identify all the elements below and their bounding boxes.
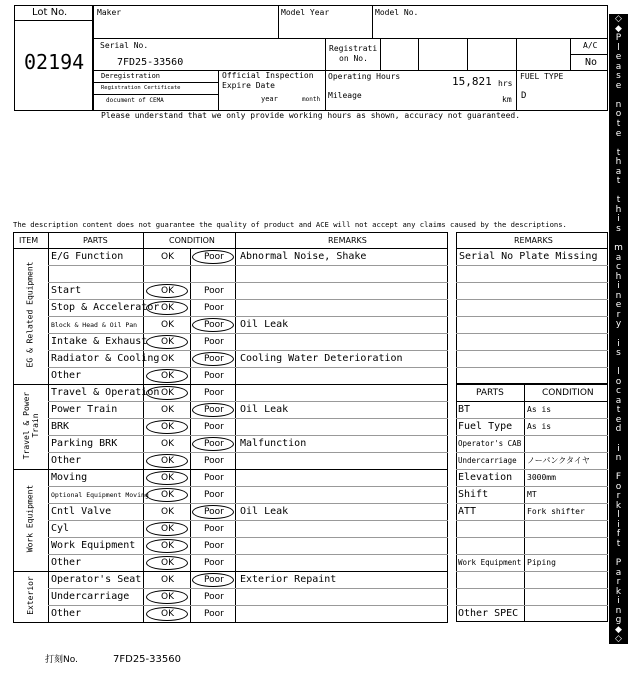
row-part: Block & Head & Oil Pan bbox=[51, 321, 138, 329]
condition-poor: Poor bbox=[204, 490, 224, 500]
year-label: year bbox=[261, 95, 278, 103]
sidebar-char: d bbox=[615, 424, 622, 434]
operating-hours-label: Operating Hours bbox=[328, 72, 401, 81]
spec-condition: As is bbox=[527, 422, 552, 431]
document-cema-label: document of CEMA bbox=[106, 97, 164, 104]
mileage-label: Mileage bbox=[328, 91, 362, 100]
sidebar-char: e bbox=[615, 52, 622, 62]
selected-ok-circle bbox=[146, 454, 188, 468]
condition-ok: OK bbox=[161, 439, 174, 449]
maker-label: Maker bbox=[97, 8, 122, 17]
row-remark: Cooling Water Deterioration bbox=[240, 353, 403, 364]
sidebar-char: r bbox=[616, 577, 621, 587]
official-inspection-label-2: Expire Date bbox=[222, 81, 275, 90]
serial-no-value: 7FD25-33560 bbox=[117, 57, 184, 68]
sidebar-char: r bbox=[616, 491, 621, 501]
selected-poor-circle bbox=[192, 505, 234, 519]
sidebar-char: ◆ bbox=[615, 625, 622, 635]
selected-ok-circle bbox=[146, 556, 188, 570]
sidebar-char: e bbox=[615, 415, 622, 425]
sidebar-char: m bbox=[614, 243, 623, 253]
condition-poor: Poor bbox=[204, 507, 224, 517]
spec-part: Undercarriage bbox=[458, 456, 517, 465]
sidebar-char: t bbox=[616, 148, 621, 158]
condition-poor: Poor bbox=[204, 524, 224, 534]
condition-ok: OK bbox=[161, 473, 174, 483]
table-row bbox=[48, 469, 448, 486]
spec-part: Fuel Type bbox=[458, 421, 513, 432]
condition-ok: OK bbox=[161, 575, 174, 585]
condition-ok: OK bbox=[161, 558, 174, 568]
group-label: EG & Related Equipment bbox=[25, 261, 35, 368]
hrs-label: hrs bbox=[498, 79, 513, 88]
sidebar-char: a bbox=[615, 568, 622, 578]
sidebar-char: t bbox=[616, 195, 621, 205]
selected-poor-circle bbox=[192, 573, 234, 587]
condition-poor: Poor bbox=[204, 558, 224, 568]
spec-condition: Piping bbox=[527, 558, 556, 567]
sidebar-char: g bbox=[615, 615, 622, 625]
row-part: Operator's Seat bbox=[51, 574, 142, 585]
spec-part: BT bbox=[458, 404, 471, 415]
row-part: Travel & Operation bbox=[51, 387, 160, 398]
sidebar-char: i bbox=[617, 339, 620, 349]
condition-poor: Poor bbox=[204, 609, 224, 619]
official-inspection-label-1: Official Inspection bbox=[222, 71, 314, 80]
condition-ok: OK bbox=[161, 422, 174, 432]
sidebar-char: h bbox=[615, 272, 622, 282]
table-row bbox=[48, 282, 448, 299]
sidebar-char: k bbox=[615, 587, 622, 597]
row-part: Moving bbox=[51, 472, 88, 483]
model-year-label: Model Year bbox=[281, 8, 330, 17]
stamp-value: 7FD25-33560 bbox=[113, 654, 181, 665]
sidebar-char: ◇ bbox=[615, 14, 622, 24]
selected-ok-circle bbox=[146, 369, 188, 383]
deregistration-label: Deregistration bbox=[101, 72, 161, 80]
sidebar-char: e bbox=[615, 81, 622, 91]
disclaimer: The description content does not guarantee the quality of product and ACE will not accept any claims caused by the descriptions. bbox=[13, 220, 567, 229]
sidebar-char: t bbox=[616, 176, 621, 186]
selected-ok-circle bbox=[146, 301, 188, 315]
fuel-type-value: D bbox=[521, 91, 527, 101]
spec-part: ATT bbox=[458, 506, 477, 517]
sidebar-char: o bbox=[615, 377, 622, 387]
sidebar-char: ◆ bbox=[615, 24, 622, 34]
row-part: Radiator & Cooling bbox=[51, 353, 160, 364]
group-label: Work Equipment bbox=[25, 484, 35, 553]
lot-no-label: Lot No. bbox=[32, 7, 68, 18]
registration-certificate-label: Registration Certificate bbox=[101, 85, 181, 91]
serial-no-label: Serial No. bbox=[100, 41, 149, 50]
sidebar-char: n bbox=[615, 606, 622, 616]
spec-part: Operator's CAB bbox=[458, 439, 522, 448]
sidebar-char: a bbox=[615, 253, 622, 263]
condition-poor: Poor bbox=[204, 541, 224, 551]
table-row bbox=[48, 265, 448, 282]
row-part: Other bbox=[51, 557, 82, 568]
fuel-type-label: FUEL TYPE bbox=[520, 72, 564, 81]
row-part: Intake & Exhaust bbox=[51, 336, 148, 347]
group-label: Exterior bbox=[25, 575, 35, 615]
sidebar-char: n bbox=[615, 453, 622, 463]
registration-no-label-1: Registrati bbox=[329, 44, 378, 53]
sidebar-char: t bbox=[616, 539, 621, 549]
ac-value: No bbox=[585, 57, 598, 68]
condition-ok: OK bbox=[161, 490, 174, 500]
sidebar-char: a bbox=[615, 396, 622, 406]
table-header-condition: CONDITION bbox=[169, 236, 215, 245]
row-part: Undercarriage bbox=[51, 591, 130, 602]
condition-ok: OK bbox=[161, 371, 174, 381]
sidebar-char: a bbox=[615, 167, 622, 177]
selected-ok-circle bbox=[146, 539, 188, 553]
inspection-table bbox=[13, 232, 448, 622]
row-part: Work Equipment bbox=[51, 540, 136, 551]
sidebar-char: o bbox=[615, 482, 622, 492]
right-remarks-header: REMARKS bbox=[514, 236, 553, 245]
sidebar-char: i bbox=[617, 444, 620, 454]
sidebar-char: i bbox=[617, 520, 620, 530]
selected-ok-circle bbox=[146, 471, 188, 485]
right-remarks-table bbox=[456, 232, 608, 369]
condition-poor: Poor bbox=[204, 575, 224, 585]
table-header-item: ITEM bbox=[19, 236, 39, 245]
sidebar-char: P bbox=[615, 558, 622, 568]
condition-ok: OK bbox=[161, 388, 174, 398]
row-part: BRK bbox=[51, 421, 70, 432]
condition-poor: Poor bbox=[204, 456, 224, 466]
selected-ok-circle bbox=[146, 335, 188, 349]
sidebar-char: c bbox=[616, 262, 621, 272]
row-remark: Oil Leak bbox=[240, 319, 289, 330]
condition-poor: Poor bbox=[204, 439, 224, 449]
selected-poor-circle bbox=[192, 352, 234, 366]
row-remark: Malfunction bbox=[240, 438, 307, 449]
condition-ok: OK bbox=[161, 541, 174, 551]
spec-part: Elevation bbox=[458, 472, 513, 483]
operating-hours-value: 15,821 bbox=[452, 75, 492, 88]
sidebar-char: l bbox=[617, 367, 620, 377]
registration-no-label-2: on No. bbox=[339, 54, 368, 63]
selected-ok-circle bbox=[146, 590, 188, 604]
condition-poor: Poor bbox=[204, 473, 224, 483]
sidebar-char: n bbox=[615, 291, 622, 301]
selected-ok-circle bbox=[146, 386, 188, 400]
row-part: Optional Equipment Moving bbox=[51, 491, 149, 499]
selected-poor-circle bbox=[192, 403, 234, 417]
row-part: Cyl bbox=[51, 523, 70, 534]
condition-ok: OK bbox=[161, 303, 174, 313]
table-row bbox=[48, 367, 448, 384]
spec-condition: ノーパンクタイヤ bbox=[527, 456, 590, 465]
selected-poor-circle bbox=[192, 437, 234, 451]
condition-poor: Poor bbox=[204, 320, 224, 330]
condition-ok: OK bbox=[161, 524, 174, 534]
row-part: Other bbox=[51, 370, 82, 381]
spec-condition: As is bbox=[527, 405, 552, 414]
row-part: Stop & Accelerator bbox=[51, 302, 160, 313]
row-remark: Oil Leak bbox=[240, 506, 289, 517]
selected-poor-circle bbox=[192, 250, 234, 264]
location-notice-sidebar bbox=[609, 14, 628, 644]
sidebar-char: t bbox=[616, 119, 621, 129]
condition-ok: OK bbox=[161, 320, 174, 330]
ac-label: A/C bbox=[583, 41, 598, 50]
sidebar-char: h bbox=[615, 205, 622, 215]
row-remark: Exterior Repaint bbox=[240, 574, 337, 585]
row-part: Cntl Valve bbox=[51, 506, 112, 517]
condition-poor: Poor bbox=[204, 388, 224, 398]
sidebar-char: i bbox=[617, 281, 620, 291]
condition-poor: Poor bbox=[204, 303, 224, 313]
group-label-line1: Travel & Power bbox=[21, 391, 31, 459]
spec-condition: Fork shifter bbox=[527, 507, 585, 516]
condition-poor: Poor bbox=[204, 405, 224, 415]
row-part: Power Train bbox=[51, 404, 118, 415]
sidebar-char: s bbox=[616, 348, 621, 358]
sidebar-char: e bbox=[615, 129, 622, 139]
selected-ok-circle bbox=[146, 284, 188, 298]
condition-ok: OK bbox=[161, 286, 174, 296]
row-remark: Oil Leak bbox=[240, 404, 289, 415]
selected-ok-circle bbox=[146, 522, 188, 536]
sidebar-char: k bbox=[615, 501, 622, 511]
row-remark: Abnormal Noise, Shake bbox=[240, 251, 367, 262]
row-part: Other bbox=[51, 455, 82, 466]
right-remark: Serial No Plate Missing bbox=[459, 251, 598, 262]
condition-ok: OK bbox=[161, 507, 174, 517]
sidebar-char: h bbox=[615, 157, 622, 167]
condition-poor: Poor bbox=[204, 592, 224, 602]
sidebar-char: s bbox=[616, 71, 621, 81]
condition-poor: Poor bbox=[204, 371, 224, 381]
sidebar-char: e bbox=[615, 300, 622, 310]
condition-ok: OK bbox=[161, 609, 174, 619]
condition-poor: Poor bbox=[204, 286, 224, 296]
spec-part: Shift bbox=[458, 489, 489, 500]
spec-part: Work Equipment bbox=[458, 558, 522, 567]
sidebar-char: ◇ bbox=[615, 634, 622, 644]
sidebar-char: l bbox=[617, 43, 620, 53]
spec-condition: MT bbox=[527, 490, 537, 499]
sidebar-char: r bbox=[616, 310, 621, 320]
table-row bbox=[48, 418, 448, 435]
sidebar-char: a bbox=[615, 62, 622, 72]
km-label: km bbox=[502, 95, 512, 104]
sidebar-char: F bbox=[615, 472, 622, 482]
condition-poor: Poor bbox=[204, 422, 224, 432]
spec-condition-header: CONDITION bbox=[542, 388, 594, 398]
sidebar-char: o bbox=[615, 109, 622, 119]
condition-ok: OK bbox=[161, 456, 174, 466]
group-label-line2: Train bbox=[30, 412, 40, 438]
condition-ok: OK bbox=[161, 354, 174, 364]
sidebar-char: i bbox=[617, 214, 620, 224]
spec-part: Other SPEC bbox=[458, 608, 519, 619]
selected-ok-circle bbox=[146, 607, 188, 621]
condition-poor: Poor bbox=[204, 337, 224, 347]
sidebar-char: l bbox=[617, 510, 620, 520]
condition-poor: Poor bbox=[204, 354, 224, 364]
spec-condition: 3000mm bbox=[527, 473, 556, 482]
sidebar-char: f bbox=[616, 529, 621, 539]
sidebar-char: c bbox=[616, 386, 621, 396]
month-label: month bbox=[302, 96, 321, 103]
sidebar-char: P bbox=[615, 33, 622, 43]
row-part: Other bbox=[51, 608, 82, 619]
table-header-remarks: REMARKS bbox=[328, 236, 367, 245]
selected-ok-circle bbox=[146, 488, 188, 502]
sidebar-char: y bbox=[615, 319, 622, 329]
table-row bbox=[48, 605, 448, 622]
table-row bbox=[48, 520, 448, 537]
table-row bbox=[48, 554, 448, 571]
condition-ok: OK bbox=[161, 252, 174, 262]
lot-no-value: 02194 bbox=[24, 50, 85, 74]
model-no-label: Model No. bbox=[375, 8, 419, 17]
table-header-parts: PARTS bbox=[83, 236, 108, 245]
spec-table bbox=[456, 384, 608, 622]
condition-ok: OK bbox=[161, 337, 174, 347]
stamp-label: 打刻No. bbox=[45, 655, 78, 665]
table-row bbox=[48, 452, 448, 469]
selected-ok-circle bbox=[146, 420, 188, 434]
working-hours-notice: Please understand that we only provide working hours as shown, accuracy not guaranteed. bbox=[101, 111, 521, 120]
sidebar-char: s bbox=[616, 224, 621, 234]
sidebar-char: t bbox=[616, 405, 621, 415]
selected-poor-circle bbox=[192, 318, 234, 332]
sidebar-char: n bbox=[615, 100, 622, 110]
row-part: E/G Function bbox=[51, 251, 124, 262]
condition-ok: OK bbox=[161, 405, 174, 415]
row-part: Start bbox=[51, 285, 82, 296]
row-part: Parking BRK bbox=[51, 438, 118, 449]
condition-poor: Poor bbox=[204, 252, 224, 262]
sidebar-char: i bbox=[617, 596, 620, 606]
condition-ok: OK bbox=[161, 592, 174, 602]
spec-parts-header: PARTS bbox=[476, 388, 504, 398]
